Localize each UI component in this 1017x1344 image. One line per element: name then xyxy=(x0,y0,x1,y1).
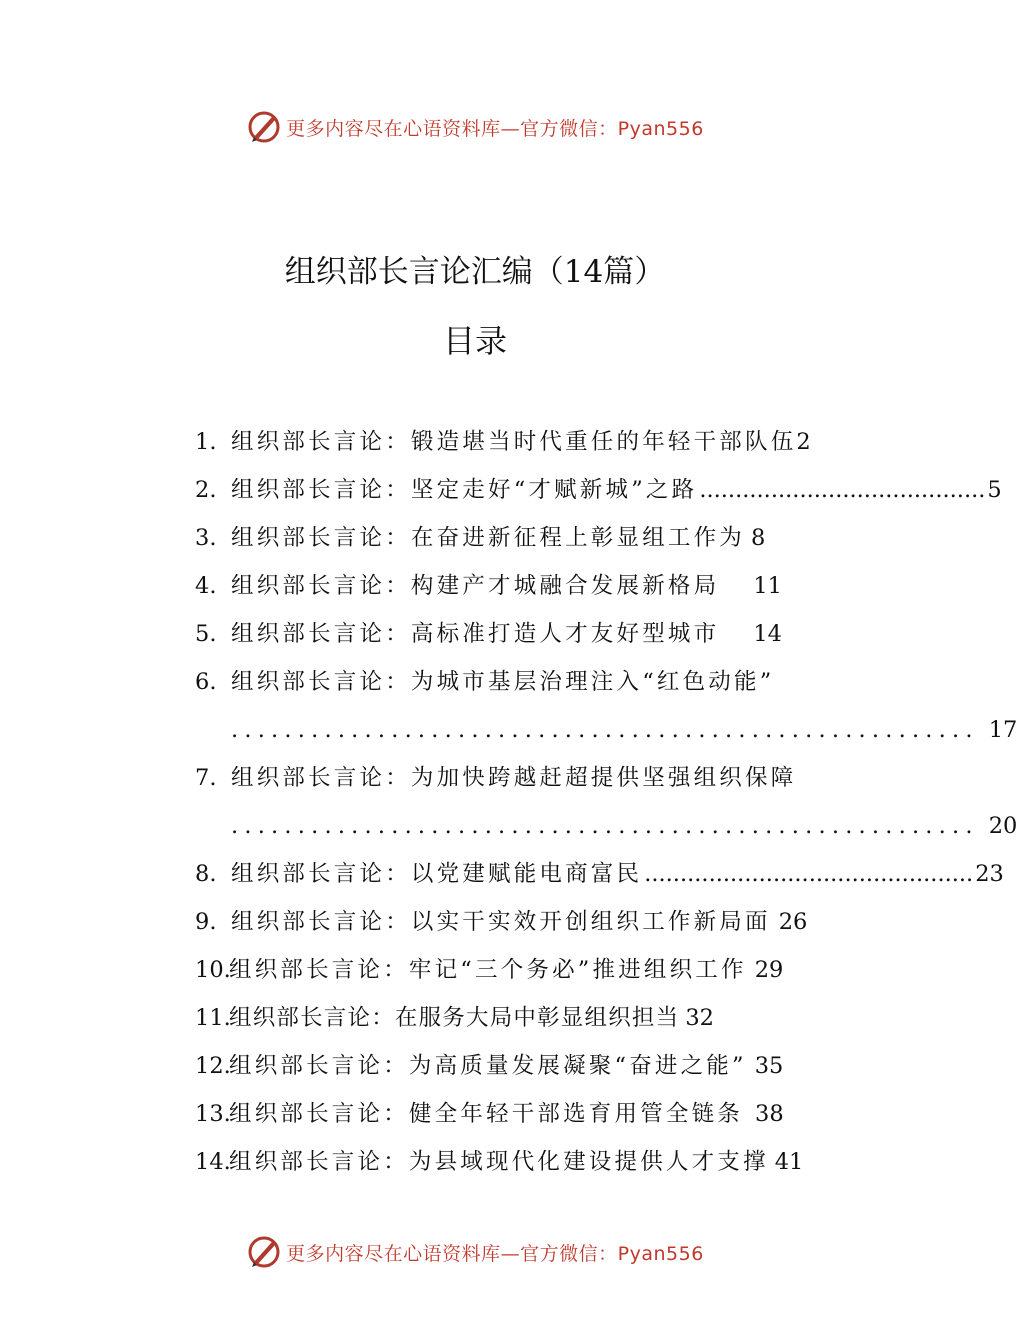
toc-item[interactable] xyxy=(195,898,807,946)
toc-page: 29 xyxy=(754,957,784,983)
toc-page: 23 xyxy=(975,861,1004,887)
toc-item[interactable] xyxy=(195,1042,807,1090)
toc-item[interactable] xyxy=(195,418,811,466)
toc-number: 8. xyxy=(195,861,217,887)
toc-page: 38 xyxy=(755,1101,784,1127)
toc-page: 41 xyxy=(774,1149,804,1175)
toc-number: 5. xyxy=(195,621,217,647)
toc-page: 17 xyxy=(988,717,1017,743)
toc-text: 组织部长言论：以实干实效开创组织工作新局面 xyxy=(231,909,771,935)
toc-number: 7. xyxy=(195,765,217,791)
toc-item[interactable] xyxy=(195,562,807,610)
toc-text: 组织部长言论：为城市基层治理注入“红色动能” xyxy=(231,669,775,695)
toc-item[interactable] xyxy=(195,514,807,562)
toc-page: 11 xyxy=(753,573,782,599)
toc-text: 组织部长言论：锻造堪当时代重任的年轻干部队伍 xyxy=(231,429,797,455)
toc-text: 组织部长言论：在服务大局中彰显组织担当 xyxy=(229,1005,680,1031)
toc-page: 5 xyxy=(987,477,1002,503)
banner-label: 更多内容尽在心语资料库—官方微信： xyxy=(286,1242,618,1265)
banner-wechat-id: Pyan556 xyxy=(617,117,704,140)
footer-banner xyxy=(0,1232,950,1272)
toc-text: 组织部长言论：为高质量发展凝聚“奋进之能” xyxy=(229,1053,747,1079)
toc-item[interactable] xyxy=(195,754,807,802)
toc-item[interactable] xyxy=(195,610,807,658)
toc-item[interactable] xyxy=(195,850,1004,898)
document-title: 组织部长言论汇编（14篇） xyxy=(284,254,666,290)
toc-number: 14. xyxy=(195,1149,231,1175)
toc-number: 2. xyxy=(195,477,217,503)
toc-leader-dots: ........................................................ xyxy=(231,813,979,839)
toc-number: 1. xyxy=(195,429,217,455)
toc-text: 组织部长言论：为县域现代化建设提供人才支撑 xyxy=(229,1149,769,1175)
toc-text: 组织部长言论：坚定走好“才赋新城”之路 xyxy=(231,477,698,503)
toc-item[interactable] xyxy=(195,1138,807,1186)
toc-number: 6. xyxy=(195,669,217,695)
toc-text: 组织部长言论：构建产才城融合发展新格局 xyxy=(231,573,720,599)
toc-page: 8 xyxy=(751,525,766,551)
toc-number: 3. xyxy=(195,525,217,551)
toc-item-continuation xyxy=(195,802,1017,850)
toc-page: 32 xyxy=(685,1005,714,1031)
toc-number: 10. xyxy=(195,957,231,983)
toc-item-continuation xyxy=(195,706,1017,754)
toc-text: 组织部长言论：以党建赋能电商富民 xyxy=(231,861,643,887)
toc-heading: 目录 xyxy=(442,322,507,360)
toc-item[interactable] xyxy=(195,466,1002,514)
toc-page: 35 xyxy=(754,1053,784,1079)
pen-logo-icon xyxy=(246,109,282,145)
banner-label: 更多内容尽在心语资料库—官方微信： xyxy=(286,117,618,140)
banner-text xyxy=(286,114,704,141)
toc-item[interactable] xyxy=(195,946,807,994)
table-of-contents xyxy=(195,418,1017,1186)
toc-number: 13. xyxy=(195,1101,231,1127)
toc-item[interactable] xyxy=(195,658,807,706)
banner-text xyxy=(286,1239,704,1266)
toc-number: 11. xyxy=(195,1005,231,1031)
header-banner xyxy=(0,107,950,147)
banner-wechat-id: Pyan556 xyxy=(617,1242,704,1265)
toc-page: 20 xyxy=(988,813,1017,839)
toc-text: 组织部长言论：为加快跨越赶超提供坚强组织保障 xyxy=(231,765,797,791)
toc-leader-dots: .............................................. xyxy=(644,861,974,887)
toc-number: 4. xyxy=(195,573,217,599)
toc-number: 12. xyxy=(195,1053,231,1079)
toc-page: 14 xyxy=(753,621,782,647)
toc-item[interactable] xyxy=(195,994,807,1042)
toc-item[interactable] xyxy=(195,1090,807,1138)
toc-text: 组织部长言论：健全年轻干部选育用管全链条 xyxy=(229,1101,744,1127)
toc-text: 组织部长言论：高标准打造人才友好型城市 xyxy=(231,621,720,647)
toc-page: 26 xyxy=(778,909,808,935)
pen-logo-icon xyxy=(246,1234,282,1270)
toc-number: 9. xyxy=(195,909,217,935)
toc-text: 组织部长言论：牢记“三个务必”推进组织工作 xyxy=(229,957,747,983)
toc-leader-dots: ........................................................ xyxy=(231,717,979,743)
toc-leader-dots: ........................................ xyxy=(699,477,986,503)
toc-text: 组织部长言论：在奋进新征程上彰显组工作为 xyxy=(231,525,746,551)
toc-page: 2 xyxy=(796,429,811,455)
